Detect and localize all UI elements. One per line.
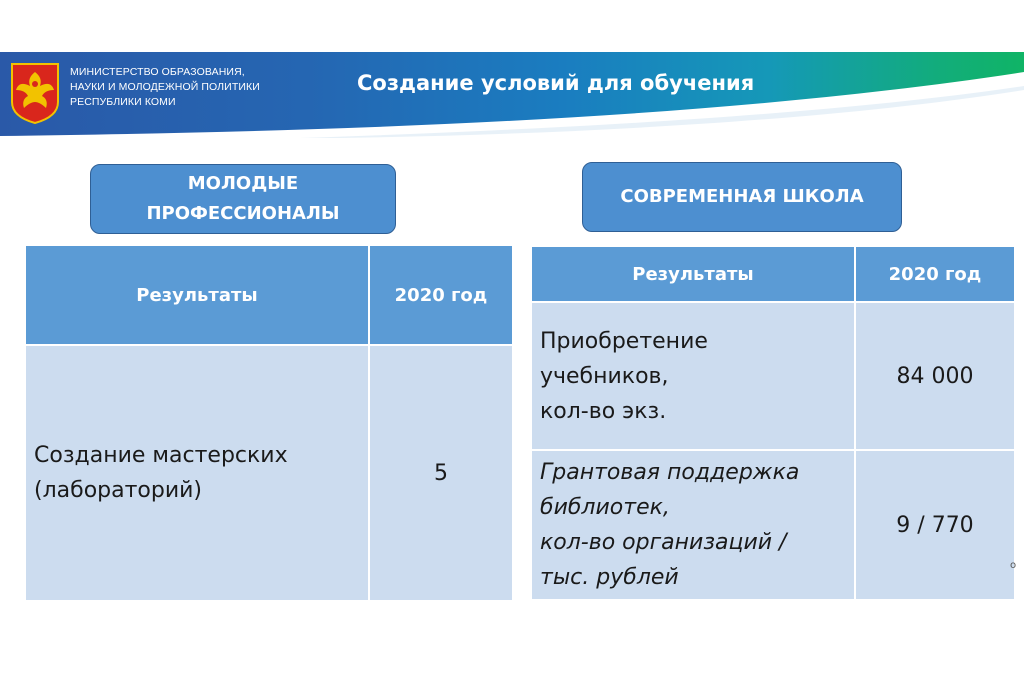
row-label-line: Создание мастерских <box>34 443 288 468</box>
row-label <box>25 345 369 601</box>
row-value: 84 000 <box>855 302 1015 450</box>
project-label-young-professionals <box>90 164 396 234</box>
page-title: Создание условий для обучения <box>357 71 755 95</box>
row-label-line: библиотек, <box>540 495 670 520</box>
slide-header <box>0 52 1024 138</box>
table-row <box>25 345 513 601</box>
pill-line: МОЛОДЫЕ <box>187 173 299 194</box>
column-header-year: 2020 год <box>855 246 1015 302</box>
row-label-line: кол-во экз. <box>540 398 667 424</box>
table-row <box>531 302 1015 450</box>
column-header-results: Результаты <box>531 246 855 302</box>
row-label-line: Грантовая поддержка <box>540 460 800 485</box>
column-header-results: Результаты <box>25 245 369 345</box>
row-label-line: Приобретение <box>540 328 708 354</box>
ministry-line: МИНИСТЕРСТВО ОБРАЗОВАНИЯ, <box>70 66 245 78</box>
row-label-line: тыс. рублей <box>540 565 679 590</box>
row-label-line: учебников, <box>540 363 669 389</box>
pill-line: ПРОФЕССИОНАЛЫ <box>146 203 340 224</box>
komi-coat-of-arms-icon <box>10 62 60 124</box>
ministry-name <box>70 65 260 110</box>
row-label <box>531 302 855 450</box>
ministry-line: РЕСПУБЛИКИ КОМИ <box>70 96 176 108</box>
table-header-row <box>25 245 513 345</box>
row-value: 5 <box>369 345 513 601</box>
project-label-modern-school: СОВРЕМЕННАЯ ШКОЛА <box>582 162 902 232</box>
results-table-young-professionals <box>24 244 514 602</box>
table-row <box>531 450 1015 600</box>
row-value: 9 / 770 <box>855 450 1015 600</box>
results-table-modern-school <box>530 245 1016 601</box>
row-label <box>531 450 855 600</box>
ministry-line: НАУКИ И МОЛОДЕЖНОЙ ПОЛИТИКИ <box>70 81 260 93</box>
row-label-line: кол-во организаций / <box>540 530 787 555</box>
stray-mark: о <box>1010 560 1017 571</box>
row-label-line: (лабораторий) <box>34 478 203 503</box>
table-header-row <box>531 246 1015 302</box>
column-header-year: 2020 год <box>369 245 513 345</box>
